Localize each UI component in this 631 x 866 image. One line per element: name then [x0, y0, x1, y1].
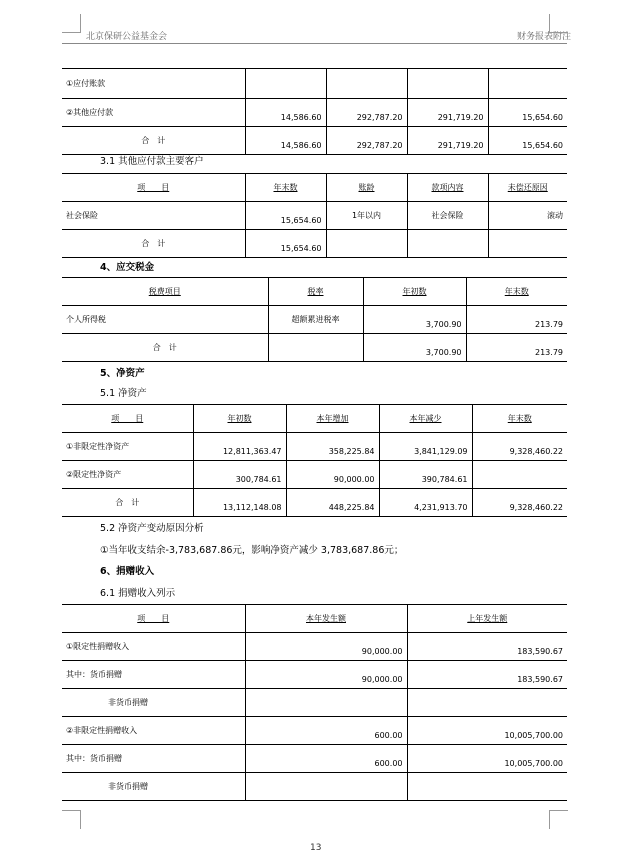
donation-income-table	[62, 604, 567, 801]
payables-table	[62, 68, 567, 155]
section-5-1-title: 5.1 净资产	[100, 388, 147, 399]
column-header: 上年发生额	[467, 614, 508, 623]
column-header: 税率	[307, 287, 324, 296]
table-row: 其中：货币捐赠 90,000.00 183,590.67	[62, 661, 567, 689]
table-header-row	[62, 405, 567, 433]
table-row: 个人所得税 超额累进税率 3,700.90 213.79	[62, 306, 567, 334]
row-label: ①应付账款	[62, 69, 245, 99]
major-customers-table	[62, 173, 567, 258]
table-row: 非货币捐赠	[62, 773, 567, 801]
section-6-title: 6、捐赠收入	[100, 566, 155, 577]
section-6-1-title: 6.1 捐赠收入列示	[100, 588, 176, 599]
table-row: 合 计 14,586.60 292,787.20 291,719.20 15,654.60	[62, 127, 567, 155]
column-header: 年初数	[402, 287, 427, 296]
header-doc: 财务报表附注	[516, 32, 571, 42]
table-header-row	[62, 174, 567, 202]
page-number: 13	[310, 843, 322, 853]
column-header: 项 目	[111, 414, 144, 423]
column-header: 未偿还原因	[507, 183, 548, 192]
table-row	[62, 69, 567, 99]
header-rule	[62, 43, 567, 44]
crop-mark-top-right	[549, 14, 568, 33]
column-header: 年末数	[507, 414, 532, 423]
column-header: 年初数	[227, 414, 252, 423]
column-header: 本年增加	[316, 414, 349, 423]
row-label: 合 计	[62, 127, 245, 155]
crop-mark-top-left	[62, 14, 81, 33]
crop-mark-bottom-right	[549, 810, 568, 829]
column-header: 账龄	[358, 183, 375, 192]
column-header: 本年发生额	[306, 614, 346, 623]
table-row: ②其他应付款 14,586.60 292,787.20 291,719.20 15,654.60	[62, 99, 567, 127]
column-header: 年末数	[273, 183, 298, 192]
table-row: 非货币捐赠	[62, 689, 567, 717]
table-row: 合 计 3,700.90 213.79	[62, 334, 567, 362]
table-row: 合 计 15,654.60	[62, 230, 567, 258]
net-assets-table	[62, 404, 567, 517]
section-5-2-title: 5.2 净资产变动原因分析	[100, 523, 204, 534]
column-header: 本年减少	[409, 414, 442, 423]
table-row: ②非限定性捐赠收入 600.00 10,005,700.00	[62, 717, 567, 745]
table-header-row	[62, 278, 567, 306]
section-5-2-text: ①当年收支结余-3,783,687.86元，影响净资产减少 3,783,687.86元；	[100, 545, 404, 556]
table-row: 社会保险 15,654.60 1年以内 社会保险 滚动	[62, 202, 567, 230]
section-5-title: 5、净资产	[100, 368, 145, 379]
column-header: 款项内容	[431, 183, 464, 192]
table-row: 合 计 13,112,148.08 448,225.84 4,231,913.70 9,328,460.22	[62, 489, 567, 517]
table-row: ①非限定性净资产 12,811,363.47 358,225.84 3,841,129.09 9,328,460.22	[62, 433, 567, 461]
column-header: 税费项目	[148, 287, 181, 296]
table-header-row	[62, 605, 567, 633]
row-label: ②其他应付款	[62, 99, 245, 127]
column-header: 项 目	[137, 614, 170, 623]
section-4-title: 4、应交税金	[100, 262, 155, 273]
table-row: ②限定性净资产 300,784.61 90,000.00 390,784.61	[62, 461, 567, 489]
crop-mark-bottom-left	[62, 810, 81, 829]
taxes-table	[62, 277, 567, 362]
section-3-1-title: 3.1 其他应付款主要客户	[100, 156, 204, 167]
table-row: ①限定性捐赠收入 90,000.00 183,590.67	[62, 633, 567, 661]
column-header: 项 目	[137, 183, 170, 192]
header-org: 北京保研公益基金会	[86, 32, 168, 42]
column-header: 年末数	[504, 287, 529, 296]
table-row: 其中：货币捐赠 600.00 10,005,700.00	[62, 745, 567, 773]
